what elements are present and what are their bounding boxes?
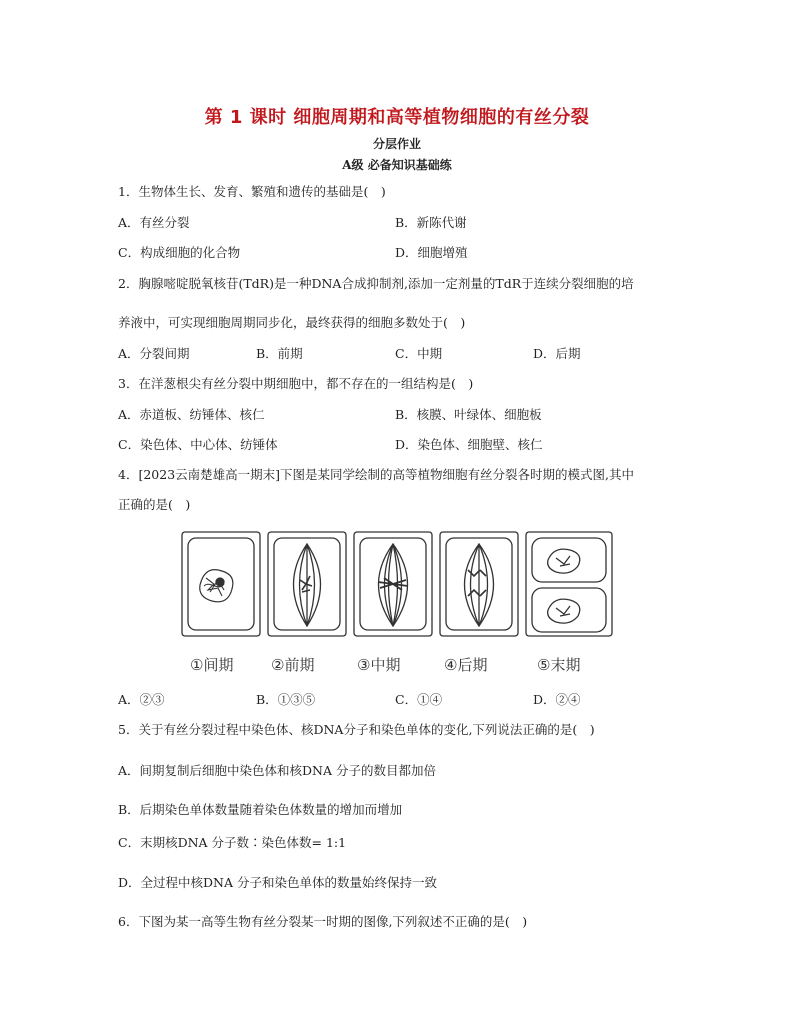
q1-option-c: C．构成细胞的化合物 <box>118 245 241 260</box>
q3-option-b: B．核膜、叶绿体、细胞板 <box>395 407 542 422</box>
question-6-stem: 6．下图为某一高等生物有丝分裂某一时期的图像,下列叙述不正确的是( ) <box>118 914 528 929</box>
cell-interphase <box>182 532 260 636</box>
q4-option-d: D．②④ <box>533 692 581 707</box>
q3-option-a: A．赤道板、纺锤体、核仁 <box>118 407 265 422</box>
q2-option-d: D．后期 <box>533 346 581 361</box>
question-5-stem: 5．关于有丝分裂过程中染色体、核DNA分子和染色单体的变化,下列说法正确的是( ) <box>118 722 595 737</box>
figure-label-prophase: ②前期 <box>271 656 315 674</box>
q5-option-a: A．间期复制后细胞中染色体和核DNA 分子的数目都加倍 <box>118 763 436 778</box>
section-heading: 分层作业 <box>372 137 421 151</box>
q1-option-a: A．有丝分裂 <box>118 215 190 230</box>
cell-telophase <box>526 532 612 636</box>
q5-option-b: B．后期染色单体数量随着染色体数量的增加而增加 <box>118 802 403 817</box>
cell-anaphase <box>440 532 518 636</box>
q2-option-b: B．前期 <box>256 346 303 361</box>
question-2-stem-line2: 养液中，可实现细胞周期同步化，最终获得的细胞多数处于( ) <box>118 315 466 330</box>
cell-prophase <box>268 532 346 636</box>
figure-label-telophase: ⑤末期 <box>537 656 581 674</box>
q2-option-a: A．分裂间期 <box>118 346 190 361</box>
figure-label-anaphase: ④后期 <box>444 656 488 674</box>
figure-label-metaphase: ③中期 <box>357 656 401 674</box>
q3-option-c: C．染色体、中心体、纺锤体 <box>118 437 278 452</box>
question-4-stem-line1: 4．[2023云南楚雄高一期末]下图是某同学绘制的高等植物细胞有丝分裂各时期的模式图,其中 <box>118 467 634 482</box>
question-4-stem-line2: 正确的是( ) <box>118 497 191 512</box>
figure-label-interphase: ①间期 <box>190 656 234 674</box>
question-3-stem: 3．在洋葱根尖有丝分裂中期细胞中，都不存在的一组结构是( ) <box>118 376 474 391</box>
q4-option-c: C．①④ <box>395 692 443 707</box>
q4-option-b: B．①③⑤ <box>256 692 316 707</box>
level-heading: A级 必备知识基础练 <box>342 158 452 172</box>
mitosis-stages-figure <box>180 530 616 640</box>
question-1-stem: 1．生物体生长、发育、繁殖和遗传的基础是( ) <box>118 184 386 199</box>
q4-option-a: A．②③ <box>118 692 165 707</box>
q1-option-b: B．新陈代谢 <box>395 215 467 230</box>
q2-option-c: C．中期 <box>395 346 443 361</box>
q5-option-d: D．全过程中核DNA 分子和染色单体的数量始终保持一致 <box>118 875 437 890</box>
question-2-stem-line1: 2．胸腺嘧啶脱氧核苷(TdR)是一种DNA合成抑制剂,添加一定剂量的TdR于连续分裂细胞的培 <box>118 276 634 291</box>
cell-metaphase <box>354 532 432 636</box>
q3-option-d: D．染色体、细胞壁、核仁 <box>395 437 543 452</box>
q5-option-c: C．末期核DNA 分子数∶染色体数= 1:1 <box>118 835 347 850</box>
page-title: 第 1 课时 细胞周期和高等植物细胞的有丝分裂 <box>204 107 590 128</box>
q1-option-d: D．细胞增殖 <box>395 245 468 260</box>
